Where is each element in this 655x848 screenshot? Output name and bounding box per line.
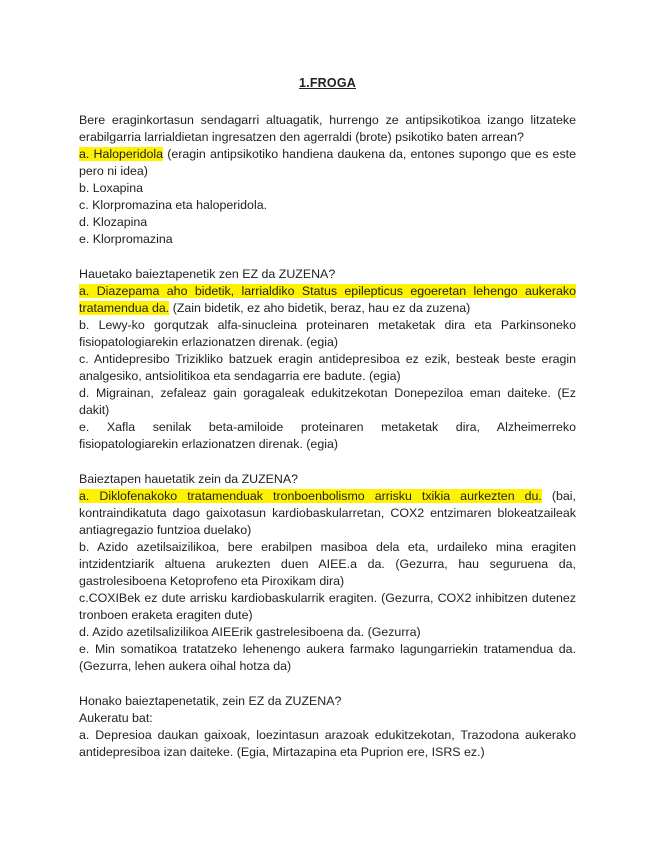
option-line: b. Loxapina	[79, 181, 144, 195]
option-line: e. Min somatikoa tratatzeko lehenengo aukera farmako lagungarriekin tratamendua da. (Gezurra, lehen aukera oihal hotza da)	[79, 642, 576, 673]
question-block-4	[79, 693, 576, 761]
answer-highlight: a. Diklofenakoko tratamenduak tronboenbolismo arrisku txikia aurkezten du.	[79, 489, 542, 503]
question-block-3	[79, 471, 576, 675]
answer-line	[79, 488, 576, 539]
question-text: Baieztapen hauetatik zein da ZUZENA?	[79, 472, 299, 486]
document-title: 1.FROGA	[299, 76, 356, 90]
question-text: Bere eraginkortasun sendagarri altuagatik, hurrengo ze antipsikotikoa izango litzateke erabilgarria larrialdietan ingresatzen den agerraldi (brote) psikotiko baten arrean?	[79, 113, 576, 144]
answer-note: (eragin antipsikotiko handiena daukena da, entones supongo que es este pero ni idea)	[79, 147, 576, 178]
answer-note: (Zain bidetik, ez aho bidetik, beraz, hau ez da zuzena)	[169, 301, 471, 315]
option-line: d. Klozapina	[79, 215, 148, 229]
question-block-2	[79, 266, 576, 453]
answer-line	[79, 283, 576, 317]
answer-note: (bai, kontraindikatuta dago gaixotasun kardiobaskularretan, COX2 entzimaren blokeatzaileak antiagregazio funtzioa duelako)	[79, 489, 577, 537]
option-line: d. Migrainan, zefaleaz gain goragaleak edukitzekotan Donepeziloa eman daiteke. (Ez dakit)	[79, 386, 576, 417]
question-block-1	[79, 112, 576, 248]
option-line: b. Azido azetilsaizilikoa, bere erabilpen masiboa dela eta, urdaileko mina eragiten intzidentziarik altuena arukezten duen AIEE.a da. (Gezurra, hau seguruena da, gastrolesiboena Ketoprofeno eta Piroxikam dira)	[79, 540, 576, 588]
option-line: b. Lewy-ko gorqutzak alfa-sinucleina proteinaren metaketak dira eta Parkinsoneko fisiopatologiarekin erlazionatzen direnak. (egia)	[79, 318, 576, 349]
answer-highlight: a. Haloperidola	[79, 147, 164, 161]
option-line: c.COXIBek ez dute arrisku kardiobaskularrik eragiten. (Gezurra, COX2 inhibitzen dutenez tronboen eraketa eragiten dute)	[79, 591, 576, 622]
answer-highlight: a. Diazepama aho bidetik, larrialdiko Status epilepticus egoeretan lehengo aukerako tratamendua da.	[79, 284, 576, 315]
option-line: c. Klorpromazina eta haloperidola.	[79, 198, 268, 212]
option-line: e. Klorpromazina	[79, 232, 173, 246]
question-text: Hauetako baieztapenetik zen EZ da ZUZENA?	[79, 267, 336, 281]
option-line: c. Antidepresibo Trizikliko batzuek eragin antidepresiboa ez ezik, besteak beste eragin analgesiko, antsiolitikoa eta sendagarria ere badute. (egia)	[79, 352, 576, 383]
option-line: a. Depresioa daukan gaixoak, loezintasun arazoak edukitzekotan, Trazodona aukerako antidepresiboa izan daiteke. (Egia, Mirtazapina eta Puprion ere, ISRS ez.)	[79, 728, 576, 759]
question-text: Honako baieztapenetatik, zein EZ da ZUZENA?	[79, 694, 342, 708]
option-line: e. Xafla senilak beta-amiloide proteinaren metaketak dira, Alzheimerreko fisiopatologiarekin erlazionatzen direnak. (egia)	[79, 420, 576, 451]
option-line: d. Azido azetilsalizilikoa AIEErik gastrelesiboena da. (Gezurra)	[79, 625, 421, 639]
instruction-text: Aukeratu bat:	[79, 711, 153, 725]
answer-line	[79, 146, 576, 180]
